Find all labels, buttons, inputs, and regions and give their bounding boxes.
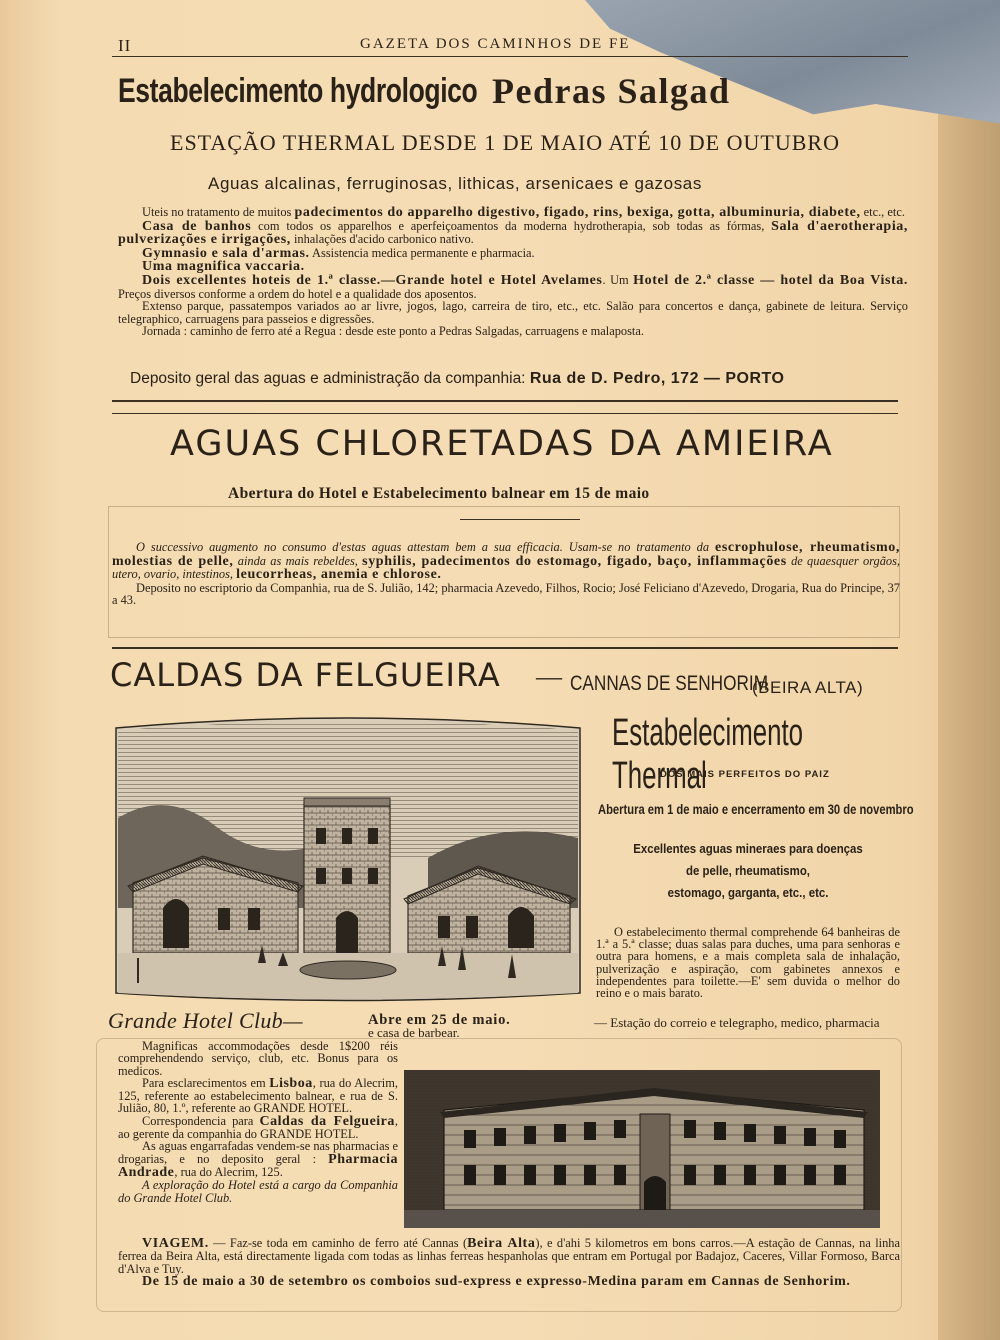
hotel-title: Grande Hotel Club— (108, 1008, 303, 1033)
pedras-line-1: Uteis no tratamento de muitos padecimentos do apparelho digestivo, figado, rins, bexiga, gotta, albuminuria, diabete, etc., etc. (142, 205, 905, 220)
amieira-title: AGUAS CHLORETADAS DA AMIEIRA (170, 424, 834, 464)
hotel-para-4: As aguas engarrafadas vendem-se nas pharmacias e drogarias, e no deposito geral : Pharmacia Andrade, rua do Alecrim, 125. (118, 1139, 398, 1180)
pedras-line-4: Uma magnifica vaccaria. (142, 259, 305, 275)
indication-line-2: de pelle, rheumatismo, (686, 863, 810, 878)
page-edge-strip (938, 0, 1000, 1340)
indication-line-3: estomago, garganta, etc., etc. (667, 885, 829, 900)
felgueira-dash: — (536, 662, 562, 691)
felgueira-cannas: CANNAS DE SENHORIM (570, 672, 769, 695)
thermal-building-engraving (108, 708, 588, 1008)
felgueira-title: CALDAS DA FELGUEIRA (110, 656, 501, 694)
pedras-waters: Aguas alcalinas, ferruginosas, lithicas, arsenicaes e gazosas (208, 174, 702, 193)
amieira-para-1: O successivo augmento no consumo d'estas aguas attestam bem a sua efficacia. Usam-se no tratamento da escrophulose, rheumatismo, molestias de pelle, ainda as mais rebeldes, syphilis, padecimentos do estomago, figado, baço, inflammações de quaesquer orgãos, utero, ovario, intestinos, leucorrheas, anemia e chlorose. (112, 540, 901, 583)
pedras-line-5: Dois excellentes hoteis de 1.ª classe.—Grande hotel e Hotel Avelames. Um Hotel de 2.ª classe — hotel da Boa Vista. Preços diversos conforme a ordem do hotel e a qualidade dos aposentos. (118, 272, 908, 301)
hotel-services-2: e casa de barbear. (368, 1025, 460, 1040)
header-rule (112, 56, 908, 57)
felgueira-beira: (BEIRA ALTA) (752, 678, 864, 697)
hotel-para-2: Para esclarecimentos em Lisboa, rua do Alecrim, 125, referente ao estabelecimento balnear, e rua de S. Julião, 80, 1.º, referente ao GRANDE HOTEL. (118, 1075, 398, 1116)
section-rule (112, 400, 898, 402)
indication-line-1: Excellentes aguas mineraes para doenças (633, 841, 863, 856)
pedras-body (118, 206, 908, 338)
grand-hotel-engraving (404, 1070, 880, 1228)
travel-para-1: VIAGEM. — Faz-se toda em caminho de ferro até Cannas (Beira Alta), e d'ahi 5 kilometros em bons carros.—A estação de Cannas, na linha ferrea da Beira Alta, está directamente ligada com todas as linhas ferreas hespanholas que entram em Portugal por Badajoz, Caceres, Villar Formoso, Barca d'Alva e Tuy. (118, 1236, 901, 1276)
thermal-description: O estabelecimento thermal comprehende 64 banheiras de 1.ª a 5.ª classe; duas salas para duches, uma para senhoras e outra para homens, e a mais completa sala de inhalação, pulverização e aspiração, com gabinetes annexos e independentes para toilette.—E' sem duvida o melhor do reino e o mais barato. (596, 925, 900, 1001)
hotel-para-3: Correspondencia para Caldas da Felgueira, ao gerente da companhia do GRANDE HOTEL. (118, 1113, 399, 1142)
section-rule-thin (112, 413, 898, 414)
hotel-para-1: Magnificas accommodações desde 1$200 réis comprehendendo serviço, club, etc. Bonus para os medicos. (118, 1039, 398, 1078)
pedras-title-part1: Estabelecimento hydrologico (118, 72, 478, 110)
pedras-line-7: Jornada : caminho de ferro até a Regua : desde este ponto a Pedras Salgadas, carruagens e malaposta. (142, 324, 644, 339)
thermal-indications (616, 838, 880, 904)
hotel-para-5: A exploração do Hotel está a cargo da Companhia do Grande Hotel Club. (118, 1178, 398, 1205)
thermal-heading: Estabelecimento Thermal (612, 712, 804, 797)
hotel-opening: Abre em 25 de maio. (368, 1012, 511, 1028)
travel-para-2: De 15 de maio a 30 de setembro os comboios sud-express e expresso-Medina param em Cannas de Senhorim. (142, 1274, 851, 1290)
travel-info (118, 1237, 900, 1289)
amieira-subtitle: Abertura do Hotel e Estabelecimento balnear em 15 de maio (228, 485, 650, 502)
amieira-para-2: Deposito no escriptorio da Companhia, rua de S. Julião, 142; pharmacia Azevedo, Filhos, Rocio; José Feliciano d'Azevedo, Drogaria, Rua do Principe, 37 a 43. (112, 580, 900, 608)
pedras-subtitle: ESTAÇÃO THERMAL DESDE 1 DE MAIO ATÉ 10 DE OUTUBRO (170, 130, 840, 155)
hotel-details (118, 1040, 398, 1204)
section-rule-2 (112, 647, 898, 649)
hotel-services: — Estação do correio e telegrapho, medico, pharmacia (594, 1015, 880, 1030)
page-number: II (118, 36, 132, 55)
thermal-season: Abertura em 1 de maio e encerramento em 30 de novembro (598, 801, 914, 817)
pedras-deposito: Deposito geral das aguas e administração da companhia: Rua de D. Pedro, 172 — PORTO (130, 370, 785, 387)
pedras-line-3: Gymnasio e sala d'armas. Assistencia medica permanente e pharmacia. (142, 245, 535, 261)
pedras-line-2: Casa de banhos com todos os apparelhos e aperfeiçoamentos da moderna hydrotherapia, sob todas as fórmas, Sala d'aerotherapia, pulverizações e irrigações, inhalações d'acido carbonico nativo. (118, 218, 909, 248)
pedras-line-6: Extenso parque, passatempos variados ao ar livre, jogos, lago, carreira de tiro, etc., etc. Salão para concertos e dança, gabinete de leitura. Serviço telegraphico, carruagens para passeios e digressões. (118, 299, 908, 326)
thermal-small-caps: DOS MAIS PERFEITOS DO PAIZ (660, 769, 830, 780)
pedras-title-part2: Pedras Salgad (492, 71, 731, 111)
running-head: GAZETA DOS CAMINHOS DE FE (360, 36, 631, 52)
amieira-body (112, 541, 900, 607)
amieira-short-rule (460, 519, 580, 520)
